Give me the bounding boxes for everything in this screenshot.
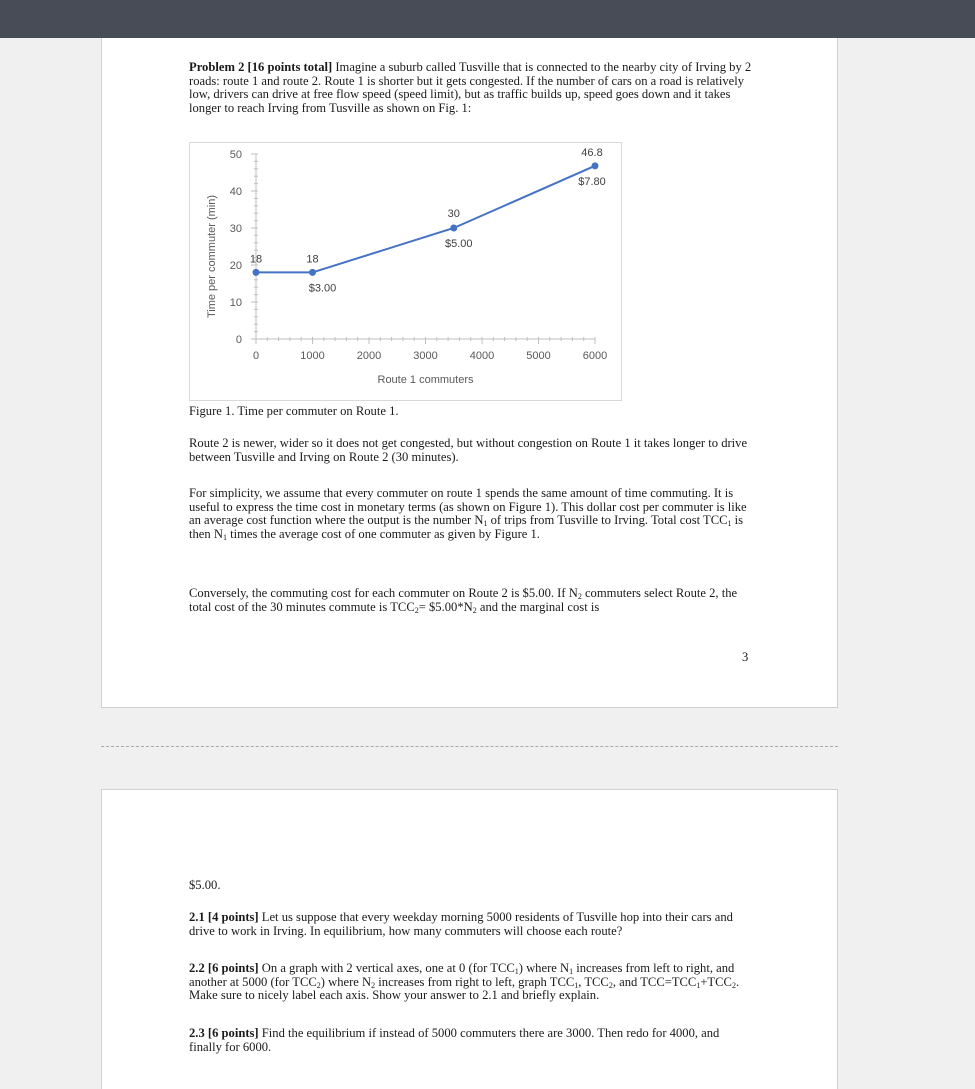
- continued-text: $5.00.: [189, 878, 221, 892]
- y-tick-label: 0: [235, 334, 242, 346]
- data-label: 18: [249, 253, 263, 266]
- data-point: [450, 225, 457, 232]
- page-number: 3: [742, 650, 749, 664]
- data-point: [592, 162, 599, 169]
- data-label: 46.8: [581, 146, 603, 159]
- data-label: 30: [447, 208, 460, 220]
- figure-1-chart: [189, 142, 622, 401]
- x-axis-title: Route 1 commuters: [377, 374, 474, 386]
- figure-caption: Figure 1. Time per commuter on Route 1.: [189, 404, 399, 418]
- viewer-toolbar: [0, 0, 975, 38]
- x-tick-label: 1000: [300, 350, 325, 362]
- y-tick-label: 20: [229, 260, 242, 272]
- x-tick-label: 3000: [413, 350, 438, 362]
- y-tick-label: 50: [229, 149, 242, 161]
- conversely-paragraph: Conversely, the commuting cost for each commuter on Route 2 is $5.00. If $N_2$ commuters select Route 2, the total cost of the 30 minutes commute is $TCC_2=$ $\$5.00*N_2$ and the marginal cost is: [189, 586, 738, 615]
- simplicity-paragraph: For simplicity, we assume that every commuter on route 1 spends the same amount of time commuting. It is useful to express the time cost in monetary terms (as shown on Figure 1). This dollar cost per commuter is like an average cost function where the output is the number $N_1$ of trips from Tusville to Irving. Total cost $TCC_1$ is then $N_1$ times the average cost of one commuter as given by Figure 1.: [189, 486, 747, 542]
- y-tick-label: 10: [229, 297, 242, 309]
- y-tick-label: 30: [229, 223, 242, 235]
- data-label: 18: [306, 253, 319, 266]
- y-tick-label: 40: [229, 186, 242, 198]
- x-tick-label: 0: [252, 350, 260, 362]
- question-2-1: 2.1 [4 points] Let us suppose that every weekday morning 5000 residents of Tusville hop into their cars and drive to work in Irving. In equilibrium, how many commuters will choose each route?: [189, 910, 733, 938]
- y-axis-title: Time per commuter (min): [206, 194, 218, 319]
- x-tick-label: 6000: [582, 350, 608, 362]
- question-2-1-heading: 2.1 [4 points]: [189, 910, 259, 924]
- route2-paragraph: Route 2 is newer, wider so it does not get congested, but without congestion on Route 1 it takes longer to drive between Tusville and Irving on Route 2 (30 minutes).: [189, 436, 748, 464]
- question-2-3: 2.3 [6 points] Find the equilibrium if instead of 5000 commuters there are 3000. Then redo for 4000, and finally for 6000.: [189, 1026, 720, 1054]
- page-break-separator: [101, 746, 838, 747]
- x-tick-label: 2000: [356, 350, 382, 362]
- chart-svg: [190, 143, 623, 402]
- document-page-4: [101, 789, 838, 1089]
- x-tick-label: 4000: [469, 350, 495, 362]
- question-2-2-heading: 2.2 [6 points]: [189, 961, 259, 975]
- question-2-3-heading: 2.3 [6 points]: [189, 1026, 259, 1040]
- problem-heading: Problem 2 [16 points total]: [189, 60, 333, 74]
- document-page-3: [101, 38, 838, 708]
- cost-label: $5.00: [444, 238, 473, 250]
- cost-label: $7.80: [578, 175, 606, 188]
- cost-label: $3.00: [308, 282, 337, 295]
- x-tick-label: 5000: [526, 350, 551, 362]
- data-point: [309, 269, 316, 276]
- question-2-2: 2.2 [6 points] On a graph with 2 vertical axes, one at 0 (for $TCC_1$) where $N_1$ increases from left to right, and another at 5000 (for $TCC_2$) where $N_2$ increases from right to left, graph $TCC_1$, $TCC_2$, and $TCC=TCC_1+TCC_2$. Make sure to nicely label each axis. Show your answer to 2.1 and briefly explain.: [189, 961, 740, 1003]
- problem-intro: Problem 2 [16 points total] Imagine a suburb called Tusville that is connected to the nearby city of Irving by 2 roads: route 1 and route 2. Route 1 is shorter but it gets congested. If the number of cars on a road is relatively low, drivers can drive at free flow speed (speed limit), but as traffic builds up, speed goes down and it takes longer to reach Irving from Tusville as shown on Fig. 1:: [189, 60, 752, 115]
- data-point: [253, 269, 260, 276]
